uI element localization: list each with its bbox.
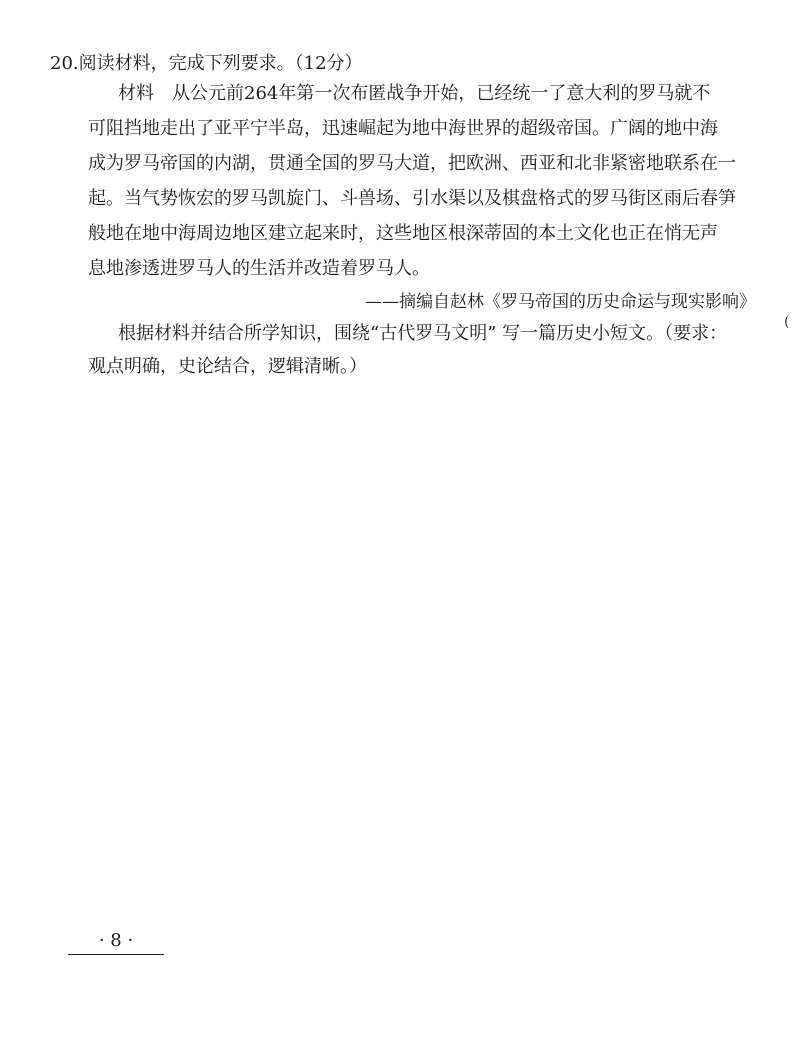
material-line: 成为罗马帝国的内湖，贯通全国的罗马大道，把欧洲、西亚和北非紧密地联系在一 xyxy=(88,153,736,174)
material-line: 般地在地中海周边地区建立起来时，这些地区根深蒂固的本土文化也正在悄无声 xyxy=(88,223,718,244)
material-source: ——摘编自赵林《罗马帝国的历史命运与现实影响》 xyxy=(365,292,756,312)
page-number: · 8 · xyxy=(68,930,164,955)
task-instruction-line: 观点明确，史论结合，逻辑清晰。） xyxy=(88,356,367,377)
material-line: 材料 从公元前264年第一次布匿战争开始，已经统一了意大利的罗马就不 xyxy=(118,83,711,104)
material-line: 起。当气势恢宏的罗马凯旋门、斗兽场、引水渠以及棋盘格式的罗马街区雨后春笋 xyxy=(88,188,736,209)
material-line: 可阻挡地走出了亚平宁半岛，迅速崛起为地中海世界的超级帝国。广阔的地中海 xyxy=(88,118,718,139)
edge-mark: ( xyxy=(784,314,790,330)
material-line: 息地渗透进罗马人的生活并改造着罗马人。 xyxy=(88,258,430,279)
question-title: 20.阅读材料，完成下列要求。（12分） xyxy=(50,53,363,74)
task-instruction-line: 根据材料并结合所学知识，围绕“古代罗马文明” 写一篇历史小短文。（要求： xyxy=(118,323,728,344)
